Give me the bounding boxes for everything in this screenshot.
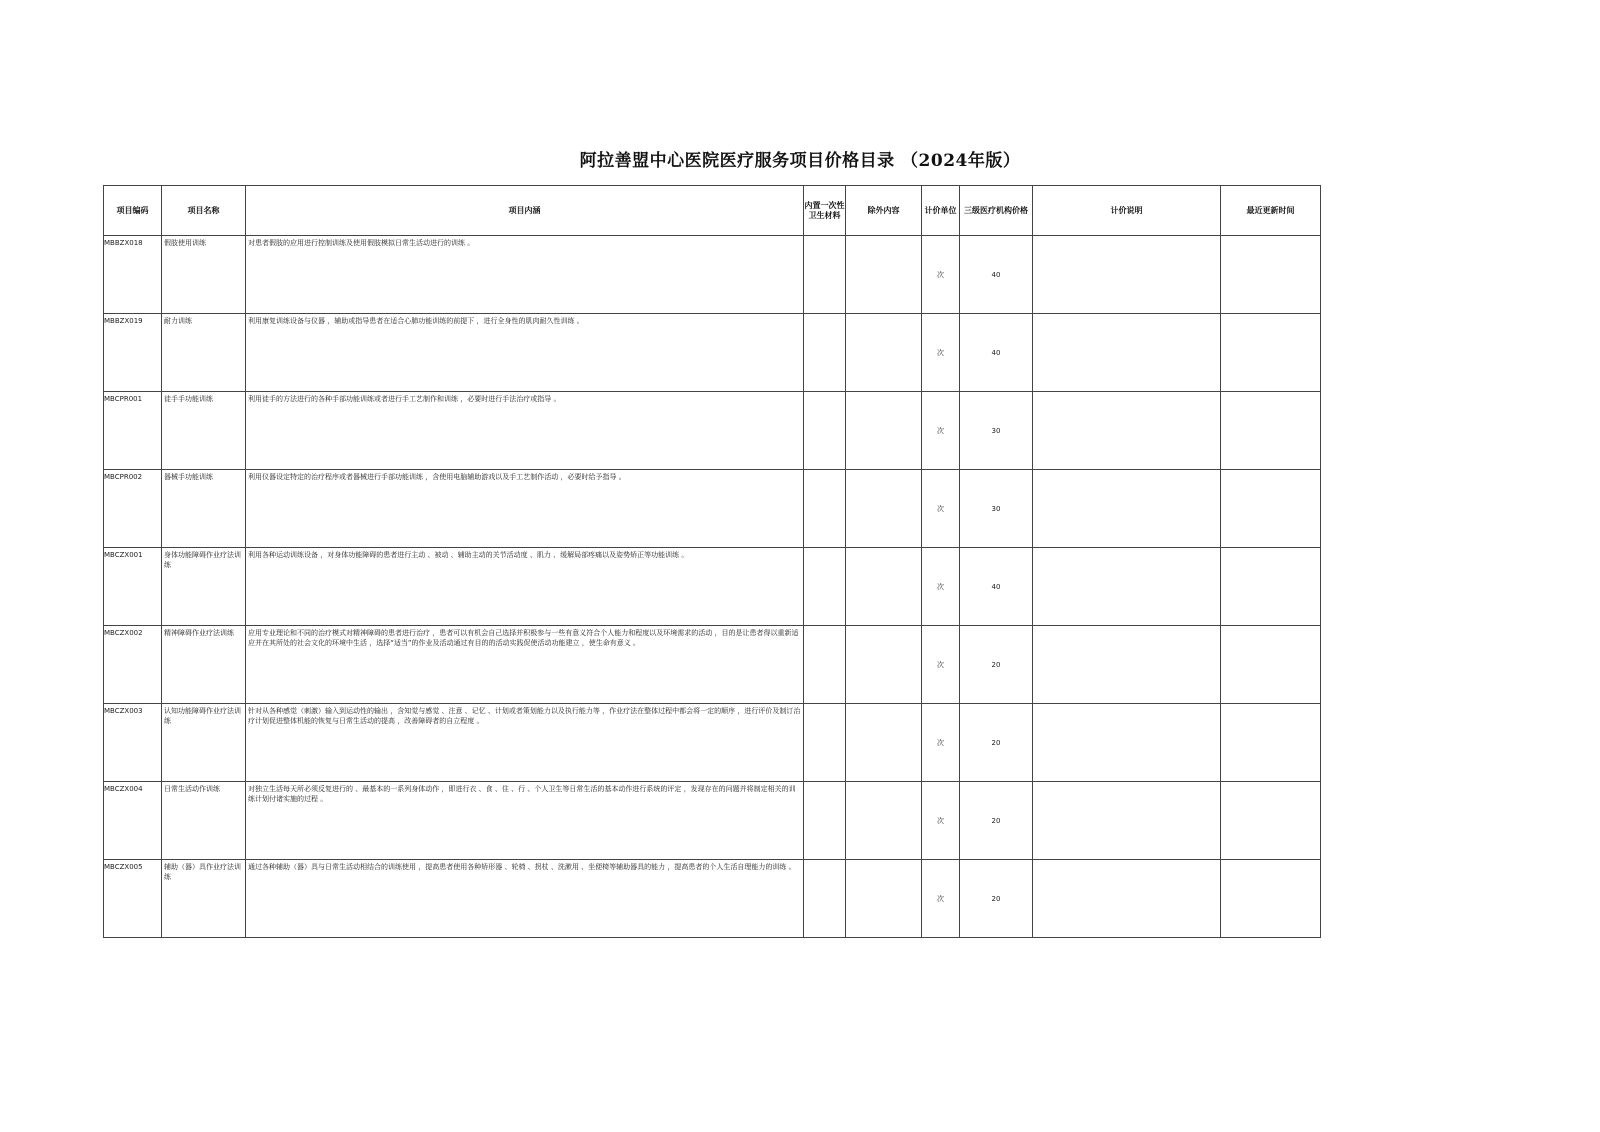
cell-updated [1221, 626, 1321, 704]
cell-note [1033, 314, 1221, 392]
cell-code: MBCPR001 [104, 392, 162, 470]
cell-code: MBBZX019 [104, 314, 162, 392]
cell-materials [804, 392, 846, 470]
cell-content: 利用康复训练设备与仪器 ，辅助或指导患者在适合心肺功能训练的前提下 ，进行全身性的肌肉耐久性训练 。 [246, 314, 804, 392]
cell-price: 40 [960, 314, 1033, 392]
cell-updated [1221, 236, 1321, 314]
cell-unit: 次 [922, 704, 960, 782]
cell-code: MBCPR002 [104, 470, 162, 548]
header-content: 项目内涵 [246, 186, 804, 236]
cell-updated [1221, 548, 1321, 626]
cell-updated [1221, 860, 1321, 938]
cell-price: 40 [960, 236, 1033, 314]
cell-updated [1221, 392, 1321, 470]
cell-content: 利用各种运动训练设备 ，对身体功能障碍的患者进行主动 、被动 、辅助主动的关节活动度 、肌力 、缓解局部疼痛以及姿势矫正等功能训练 。 [246, 548, 804, 626]
cell-content: 利用徒手的方法进行的各种手部功能训练或者进行手工艺制作和训练 ，必要时进行手法治疗或指导 。 [246, 392, 804, 470]
cell-content: 对患者假肢的应用进行控制训练及使用假肢模拟日常生活动进行的训练 。 [246, 236, 804, 314]
cell-unit: 次 [922, 470, 960, 548]
cell-materials [804, 782, 846, 860]
table-row [104, 626, 1321, 704]
cell-unit: 次 [922, 548, 960, 626]
cell-content: 应用专业理论和不同的治疗模式对精神障碍的患者进行治疗 ，患者可以有机会自己选择并积极参与一些有意义符合个人能力和程度以及环境需求的活动 ，目的是让患者得以重新适应并在其所处的社会文化的环境中生活 ，选择“适当”的作业及活动通过有目的的活动实践促使活动功能建立 ，使生命有意义 。 [246, 626, 804, 704]
header-materials: 内置一次性卫生材料 [804, 186, 846, 236]
header-note: 计价说明 [1033, 186, 1221, 236]
cell-content: 利用仪器设定特定的治疗程序或者器械进行手部功能训练 ，含使用电脑辅助游戏以及手工艺制作活动 ，必要时给予指导 。 [246, 470, 804, 548]
cell-note [1033, 548, 1221, 626]
cell-updated [1221, 704, 1321, 782]
cell-materials [804, 626, 846, 704]
cell-unit: 次 [922, 626, 960, 704]
cell-unit: 次 [922, 860, 960, 938]
cell-exclusions [846, 236, 922, 314]
cell-note [1033, 470, 1221, 548]
cell-code: MBCZX004 [104, 782, 162, 860]
cell-materials [804, 860, 846, 938]
cell-price: 20 [960, 704, 1033, 782]
cell-updated [1221, 782, 1321, 860]
cell-price: 30 [960, 470, 1033, 548]
cell-name: 辅助（器）具作业疗法训练 [162, 860, 246, 938]
cell-updated [1221, 314, 1321, 392]
cell-unit: 次 [922, 236, 960, 314]
table-row [104, 548, 1321, 626]
cell-materials [804, 236, 846, 314]
cell-code: MBCZX003 [104, 704, 162, 782]
cell-price: 20 [960, 626, 1033, 704]
cell-code: MBCZX001 [104, 548, 162, 626]
table-header-row [104, 186, 1321, 236]
cell-price: 30 [960, 392, 1033, 470]
cell-name: 认知功能障碍作业疗法训练 [162, 704, 246, 782]
cell-code: MBCZX005 [104, 860, 162, 938]
cell-unit: 次 [922, 782, 960, 860]
cell-content: 对独立生活每天所必须反复进行的 、最基本的一系列身体动作 ，即进行衣 、食 、住 、行 、个人卫生等日常生活的基本动作进行系统的评定 ，发现存在的问题并将制定相关的训练计划付诸实施的过程 。 [246, 782, 804, 860]
price-table [103, 185, 1321, 938]
cell-content: 针对从各种感觉（刺激）输入到运动性的输出 ，含知觉与感觉 、注意 、记忆 、计划或者策划能力以及执行能力等 ，作业疗法在整体过程中都会将一定的顺序 ，进行评价及制订治疗计划促进整体机能的恢复与日常生活动的提高 ，改善障碍者的自立程度 。 [246, 704, 804, 782]
cell-exclusions [846, 392, 922, 470]
table-row [104, 782, 1321, 860]
cell-exclusions [846, 548, 922, 626]
cell-name: 日常生活动作训练 [162, 782, 246, 860]
cell-materials [804, 704, 846, 782]
header-unit: 计价单位 [922, 186, 960, 236]
cell-exclusions [846, 314, 922, 392]
cell-unit: 次 [922, 392, 960, 470]
cell-price: 20 [960, 860, 1033, 938]
cell-materials [804, 470, 846, 548]
cell-note [1033, 236, 1221, 314]
cell-exclusions [846, 470, 922, 548]
table-row [104, 470, 1321, 548]
table-row [104, 392, 1321, 470]
cell-unit: 次 [922, 314, 960, 392]
cell-code: MBCZX002 [104, 626, 162, 704]
cell-name: 假肢使用训练 [162, 236, 246, 314]
table-row [104, 314, 1321, 392]
table-row [104, 704, 1321, 782]
table-row [104, 860, 1321, 938]
cell-content: 通过各种辅助（器）具与日常生活动相结合的训练使用 ，提高患者使用各种矫形器 、轮椅 、拐杖 、洗漱用 、坐便椅等辅助器具的能力 ，提高患者的个人生活自理能力的训练 。 [246, 860, 804, 938]
cell-exclusions [846, 860, 922, 938]
cell-code: MBBZX018 [104, 236, 162, 314]
cell-name: 徒手手功能训练 [162, 392, 246, 470]
cell-exclusions [846, 704, 922, 782]
cell-name: 耐力训练 [162, 314, 246, 392]
header-code: 项目编码 [104, 186, 162, 236]
cell-price: 40 [960, 548, 1033, 626]
cell-name: 器械手功能训练 [162, 470, 246, 548]
cell-note [1033, 704, 1221, 782]
cell-note [1033, 782, 1221, 860]
cell-exclusions [846, 782, 922, 860]
cell-note [1033, 626, 1221, 704]
cell-materials [804, 314, 846, 392]
cell-name: 精神障碍作业疗法训练 [162, 626, 246, 704]
cell-exclusions [846, 626, 922, 704]
header-name: 项目名称 [162, 186, 246, 236]
header-price: 三级医疗机构价格 [960, 186, 1033, 236]
cell-note [1033, 860, 1221, 938]
header-exclusions: 除外内容 [846, 186, 922, 236]
cell-price: 20 [960, 782, 1033, 860]
table-row [104, 236, 1321, 314]
cell-materials [804, 548, 846, 626]
cell-updated [1221, 470, 1321, 548]
header-updated: 最近更新时间 [1221, 186, 1321, 236]
cell-name: 身体功能障碍作业疗法训练 [162, 548, 246, 626]
cell-note [1033, 392, 1221, 470]
page-title: 阿拉善盟中心医院医疗服务项目价格目录 （2024年版） [579, 151, 1021, 171]
